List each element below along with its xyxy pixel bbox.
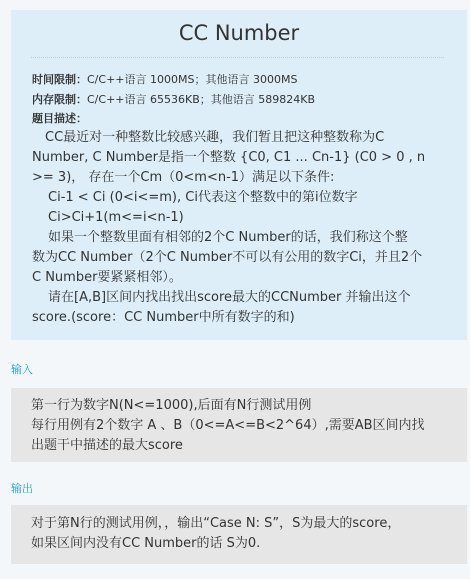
memory-limit xyxy=(32,90,455,110)
time-limit xyxy=(32,70,455,90)
output-line: 如果区间内没有CC Number的话 S为0. xyxy=(31,536,261,551)
time-limit-value: C/C++语言 1000MS；其他语言 3000MS xyxy=(87,73,298,86)
description-line: Number, C Number是指一个整数 {C0, C1 ... Cn-1} (C0 > 0 , n xyxy=(32,150,426,165)
problem-card xyxy=(11,10,467,340)
description-line: 请在[A,B]区间内找出找出score最大的CCNumber 并输出这个 xyxy=(48,290,411,305)
description-heading: 题目描述： xyxy=(32,112,87,125)
description-line: score.(score：CC Number中所有数字的和) xyxy=(32,310,295,325)
input-box xyxy=(11,388,467,462)
input-line: 出题干中描述的最大score xyxy=(31,438,183,453)
description-line: 如果一个整数里面有相邻的2个C Number的话，我们称这个整 xyxy=(48,230,408,245)
output-box xyxy=(11,505,467,564)
description-line: CC最近对一种整数比较感兴趣，我们暂且把这种整数称为C xyxy=(45,130,385,145)
time-limit-label: 时间限制： xyxy=(32,73,87,86)
description-line: C Number要紧紧相邻）。 xyxy=(32,270,182,285)
output-line: 对于第N行的测试用例，，输出“Case N: S”，S为最大的score， xyxy=(31,516,401,531)
memory-limit-value: C/C++语言 65536KB；其他语言 589824KB xyxy=(87,93,315,106)
problem-title: CC Number xyxy=(178,21,300,45)
description-line: 数为CC Number（2个C Number不可以有公用的数字Ci，并且2个 xyxy=(32,250,423,265)
memory-limit-label: 内存限制： xyxy=(32,93,87,106)
input-line: 第一行为数字N(N<=1000),后面有N行测试用例 xyxy=(31,398,312,413)
output-heading: 输出 xyxy=(11,482,33,495)
input-line: 每行用例有2个数字 A 、B（0<=A<=B<2^64）,需要AB区间内找 xyxy=(31,418,425,433)
description-line: >= 3)， 存在一个Cm（0<m<n-1）满足以下条件: xyxy=(32,170,335,185)
description-line: Ci>Ci+1(m<=i<n-1) xyxy=(48,210,184,225)
input-heading: 输入 xyxy=(11,363,33,376)
problem-body xyxy=(11,58,467,328)
description-line: Ci-1 < Ci (0<i<=m), Ci代表这个整数中的第i位数字 xyxy=(48,190,358,205)
